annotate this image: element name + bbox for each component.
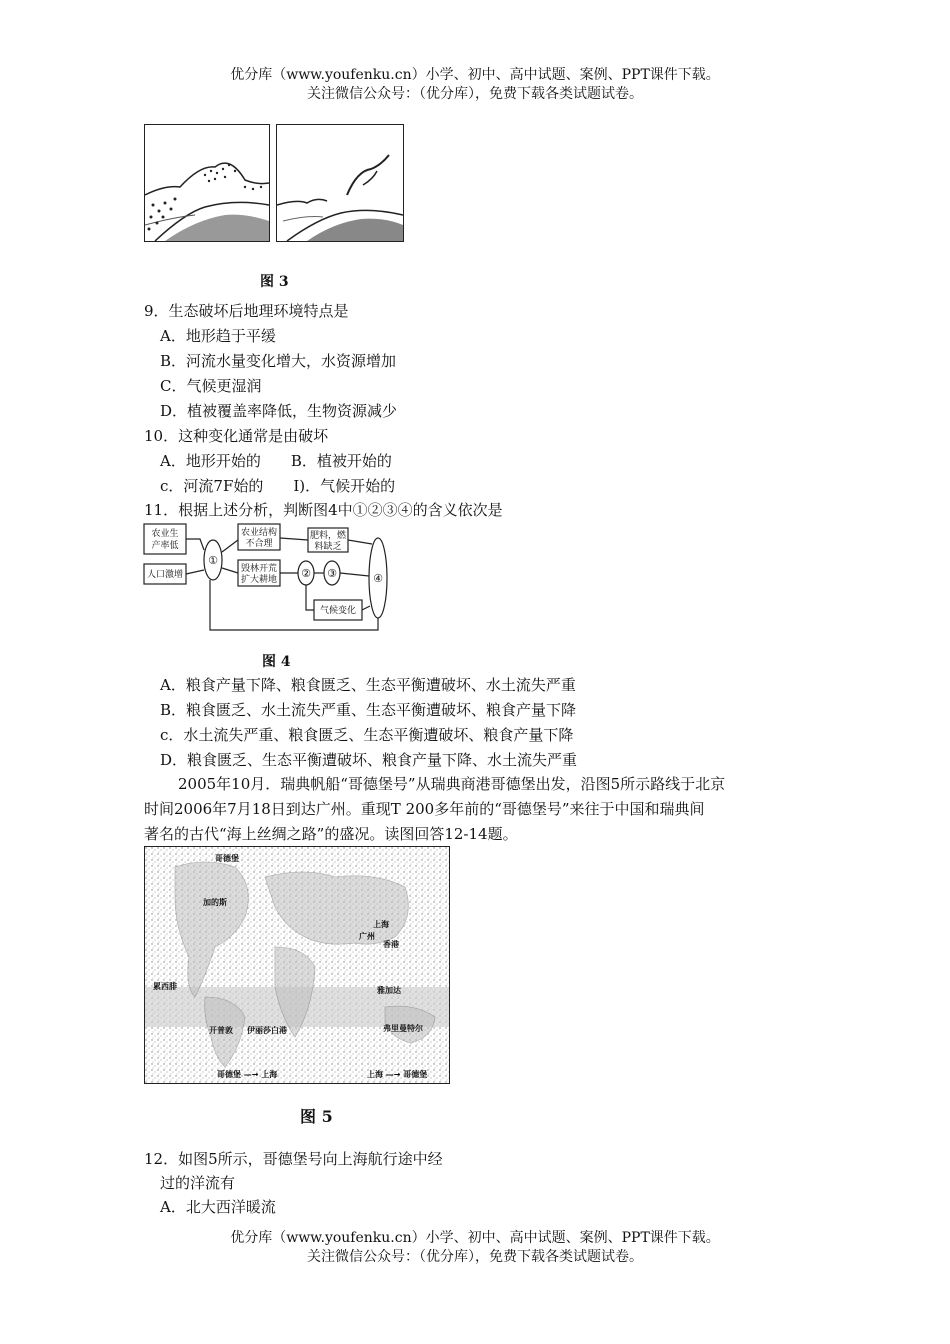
q9-option-a: A．地形趋于平缓	[160, 327, 276, 345]
fig4-climate: 气候变化	[319, 606, 357, 616]
fig4-label-4: ④	[373, 572, 383, 585]
fig4-agri-2: 产率低	[151, 541, 179, 551]
fig4-pop: 人口激增	[146, 570, 184, 580]
q10-stem: 10．这种变化通常是由破坏	[144, 427, 329, 445]
intro-line-3: 著名的古代“海上丝绸之路”的盛况。读图回答12-14题。	[144, 825, 518, 843]
fig5-world-map	[144, 846, 450, 1084]
fig5-label-cadiz: 加的斯	[203, 898, 227, 907]
fig5-label-guangzhou: 广州	[359, 932, 375, 941]
fig5-label-fremantle: 弗里曼特尔	[383, 1024, 423, 1033]
fig5-label-recife: 累西腓	[153, 982, 177, 991]
fig4-forest-1: 毁林开荒	[240, 564, 278, 574]
fig5-label-portelizabeth: 伊丽莎白港	[247, 1026, 287, 1035]
fig5-label-hongkong: 香港	[383, 940, 399, 949]
q9-option-d: D．植被覆盖率降低，生物资源减少	[160, 402, 398, 420]
fig5-caption: 图 5	[300, 1107, 333, 1126]
q11-option-a: A．粮食产量下降、粮食匮乏、生态平衡遭破坏、水土流失严重	[160, 676, 576, 694]
intro-line-2: 时间2006年7月18日到达广州。重现T 200多年前的“哥德堡号”来往于中国和瑞典间	[144, 800, 705, 818]
footer-line-1: 优分库（www.youfenku.cn）小学、初中、高中试题、案例、PPT课件下载。	[230, 1230, 720, 1246]
fig3-after-image	[276, 124, 404, 242]
fig5-legend-route1: 哥德堡 —→ 上海	[217, 1070, 278, 1079]
q12-stem-2: 过的洋流有	[160, 1174, 236, 1192]
header-line-1: 优分库（www.youfenku.cn）小学、初中、高中试题、案例、PPT课件下载。	[230, 67, 720, 83]
fig3-before-image	[144, 124, 270, 242]
q10-options-cd: c．河流7F始的 I)．气候开始的	[160, 477, 396, 495]
q11-option-d: D．粮食匮乏、生态平衡遭破坏、粮食产量下降、水土流失严重	[160, 751, 578, 769]
fig5-label-shanghai: 上海	[373, 920, 389, 929]
fig4-agri-1: 农业生	[151, 529, 179, 539]
fig5-label-jakarta: 雅加达	[377, 986, 401, 995]
q11-option-c: c．水土流失严重、粮食匮乏、生态平衡遭破坏、粮食产量下降	[160, 726, 574, 744]
fig5-label-gothenburg: 哥德堡	[215, 854, 239, 863]
fig4-forest-2: 扩大耕地	[240, 575, 278, 585]
fig5-legend-route2: 上海 —→ 哥德堡	[367, 1070, 428, 1079]
fig4-flowchart	[140, 520, 400, 635]
q12-stem: 12．如图5所示，哥德堡号向上海航行途中经	[144, 1150, 443, 1168]
fig5-label-capetown: 开普敦	[209, 1026, 233, 1035]
fig4-label-1: ①	[208, 554, 218, 567]
q11-stem: 11．根据上述分析，判断图4中①②③④的含义依次是	[144, 501, 503, 519]
q11-option-b: B．粮食匮乏、水土流失严重、生态平衡遭破坏、粮食产量下降	[160, 701, 577, 719]
q9-stem: 9．生态破坏后地理环境特点是	[144, 302, 349, 320]
fig3-caption: 图 3	[260, 274, 289, 290]
q10-options-ab: A．地形开始的 B．植被开始的	[160, 452, 392, 470]
q12-option-a: A．北大西洋暖流	[160, 1198, 276, 1216]
footer-line-2: 关注微信公众号：（优分库），免费下载各类试题试卷。	[307, 1249, 643, 1265]
q9-option-c: C．气候更湿润	[160, 377, 262, 395]
fig4-label-3: ③	[327, 567, 337, 580]
fig4-struct-1: 农业结构	[240, 528, 278, 538]
fig4-fuel-2: 料缺乏	[314, 542, 342, 552]
header-line-2: 关注微信公众号：（优分库），免费下载各类试题试卷。	[307, 86, 643, 102]
fig4-label-2: ②	[301, 567, 311, 580]
fig4-struct-2: 不合理	[245, 539, 273, 549]
fig4-fuel-1: 肥料，燃	[309, 531, 347, 541]
q9-option-b: B．河流水量变化增大，水资源增加	[160, 352, 397, 370]
intro-line-1: 2005年10月．瑞典帆船“哥德堡号”从瑞典商港哥德堡出发，沿图5所示路线于北京	[178, 775, 726, 793]
fig4-caption: 图 4	[262, 654, 291, 670]
